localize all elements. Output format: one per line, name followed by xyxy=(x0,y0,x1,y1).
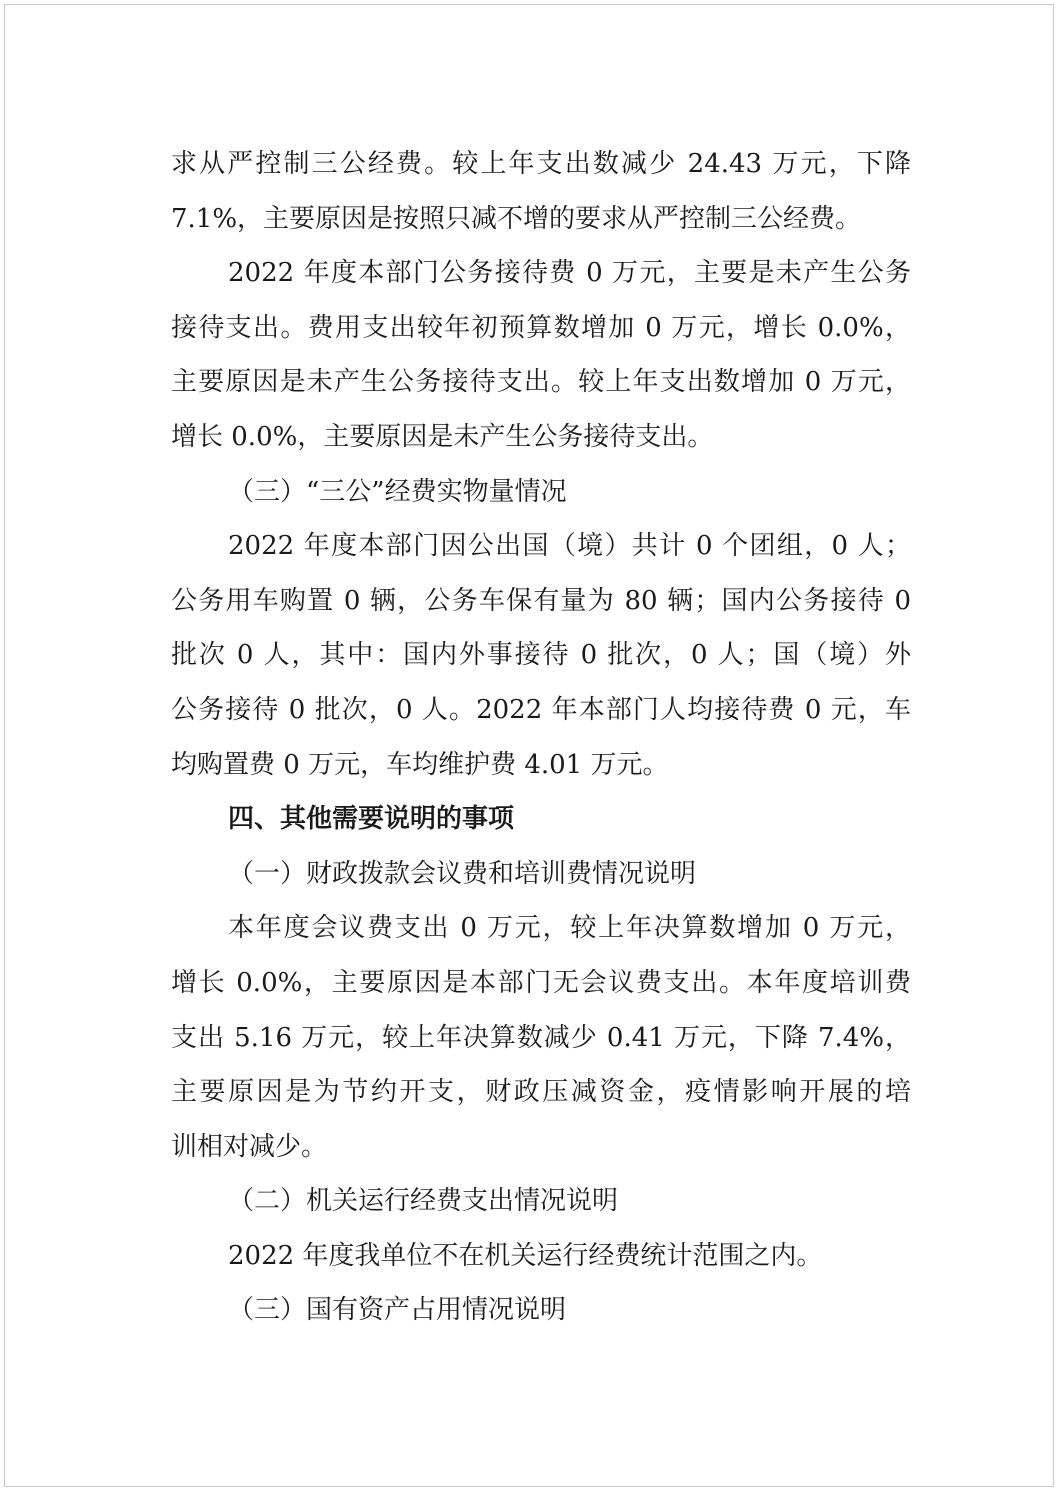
text-line: 接待支出。费用支出较年初预算数增加 0 万元，增长 0.0%， xyxy=(171,312,911,343)
text-line: 7.1%，主要原因是按照只减不增的要求从严控制三公经费。 xyxy=(171,203,862,234)
text-line: 主要原因是为节约开支，财政压减资金，疫情影响开展的培 xyxy=(171,1077,911,1108)
section-heading: 四、其他需要说明的事项 xyxy=(228,804,515,835)
text-line: 增长 0.0%，主要原因是本部门无会议费支出。本年度培训费 xyxy=(171,967,911,998)
text-line: 批次 0 人，其中：国内外事接待 0 批次，0 人；国（境）外 xyxy=(171,640,911,671)
text-line: 2022 年度本部门因公出国（境）共计 0 个团组，0 人； xyxy=(228,531,911,562)
text-line: 均购置费 0 万元，车均维护费 4.01 万元。 xyxy=(171,749,669,780)
text-line: 主要原因是未产生公务接待支出。较上年支出数增加 0 万元， xyxy=(171,367,911,398)
text-line: 支出 5.16 万元，较上年决算数减少 0.41 万元，下降 7.4%， xyxy=(171,1022,911,1053)
document-page xyxy=(4,4,1054,1487)
text-line: （二）机关运行经费支出情况说明 xyxy=(228,1186,619,1217)
text-line: 训相对减少。 xyxy=(171,1131,328,1162)
text-line: 公务用车购置 0 辆，公务车保有量为 80 辆；国内公务接待 0 xyxy=(171,585,911,616)
text-line: （三）国有资产占用情况说明 xyxy=(228,1295,567,1326)
text-line: （一）财政拨款会议费和培训费情况说明 xyxy=(228,858,697,889)
text-line: 增长 0.0%，主要原因是未产生公务接待支出。 xyxy=(171,421,714,452)
text-line: 2022 年度本部门公务接待费 0 万元，主要是未产生公务 xyxy=(228,258,911,289)
document-body xyxy=(171,137,911,1338)
text-line: 2022 年度我单位不在机关运行经费统计范围之内。 xyxy=(228,1240,823,1271)
text-line: 公务接待 0 批次，0 人。2022 年本部门人均接待费 0 元，车 xyxy=(171,694,911,725)
text-line: （三）“三公”经费实物量情况 xyxy=(228,476,567,507)
text-line: 本年度会议费支出 0 万元，较上年决算数增加 0 万元， xyxy=(228,913,911,944)
text-line: 求从严控制三公经费。较上年支出数减少 24.43 万元，下降 xyxy=(171,149,911,179)
